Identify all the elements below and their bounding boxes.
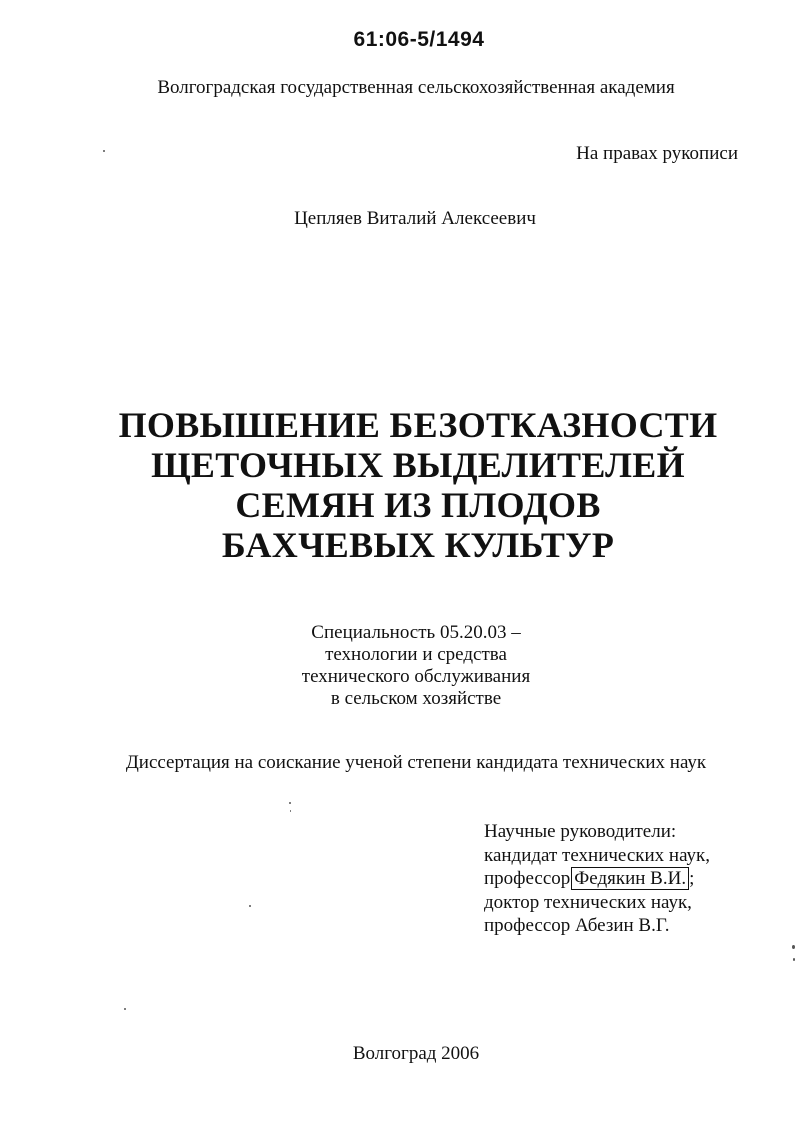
dissertation-statement: Диссертация на соискание ученой степени кандидата технических наук (125, 752, 707, 773)
supervisor-title: профессор (484, 868, 571, 889)
supervisors-block (484, 820, 710, 938)
title-line: ЩЕТОЧНЫХ ВЫДЕЛИТЕЛЕЙ (151, 445, 685, 485)
manuscript-note: На правах рукописи (576, 143, 738, 164)
supervisor-suffix: ; (689, 868, 695, 889)
specialty-line: в сельском хозяйстве (330, 688, 502, 709)
scan-speck (792, 945, 795, 949)
specialty-block (0, 622, 798, 710)
specialty-line: Специальность 05.20.03 – (311, 622, 521, 643)
specialty-line: технического обслуживания (301, 666, 531, 687)
title-line: СЕМЯН ИЗ ПЛОДОВ (235, 485, 601, 525)
specialty-line: технологии и средства (325, 644, 507, 665)
scan-speck (249, 905, 251, 907)
author-name: Цепляев Виталий Алексеевич (294, 208, 536, 229)
supervisor-name-boxed: Федякин В.И. (571, 867, 689, 890)
title-line: ПОВЫШЕНИЕ БЕЗОТКАЗНОСТИ (118, 405, 718, 445)
scan-speck (289, 802, 291, 804)
supervisor-line (484, 867, 710, 891)
supervisor-degree: кандидат технических наук, (484, 844, 711, 866)
supervisor-degree: доктор технических наук, (484, 891, 692, 913)
scan-speck (290, 810, 291, 812)
scan-speck (103, 150, 105, 152)
supervisor-name: профессор Абезин В.Г. (484, 915, 670, 936)
scan-speck (793, 958, 795, 961)
dissertation-title (0, 405, 798, 565)
city-year: Волгоград 2006 (352, 1043, 480, 1064)
title-line: БАХЧЕВЫХ КУЛЬТУР (221, 525, 615, 565)
scan-speck (124, 1008, 126, 1010)
institution-name: Волгоградская государственная сельскохозяйственная академия (157, 77, 675, 98)
supervisors-heading: Научные руководители: (484, 821, 677, 842)
archive-code: 61:06-5/1494 (353, 28, 485, 51)
